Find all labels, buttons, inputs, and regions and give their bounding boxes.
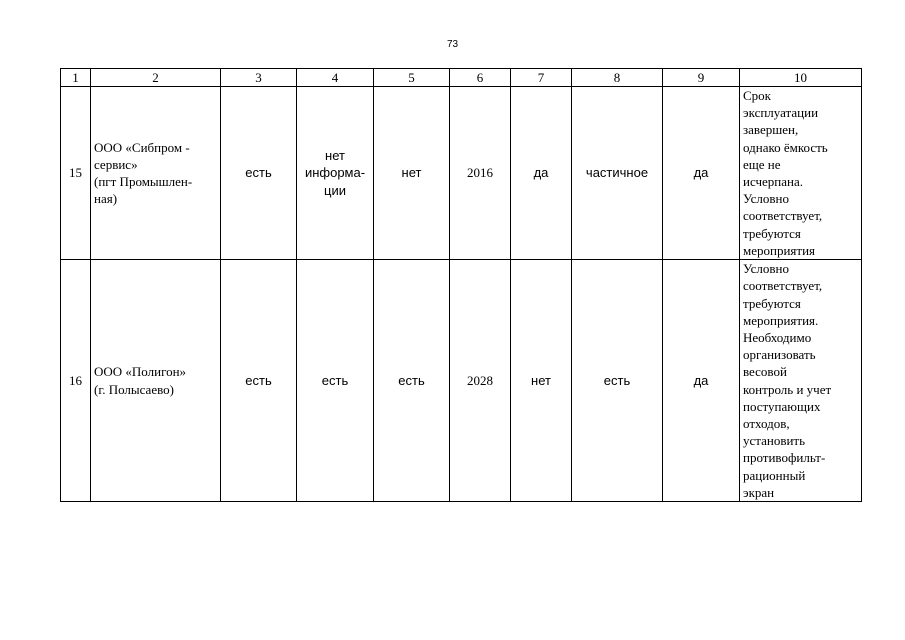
table-row	[61, 87, 862, 260]
cell-col8: есть	[572, 260, 663, 502]
cell-col7: нет	[511, 260, 572, 502]
cell-note: Условно соответствует, требуются мероприятия. Необходимо организовать весовой контроль и учет поступающих отходов, установить противофильт- рационный экран	[740, 260, 862, 502]
column-header: 2	[91, 69, 221, 87]
cell-col4: есть	[297, 260, 374, 502]
row-number: 16	[61, 260, 91, 502]
cell-col8: частичное	[572, 87, 663, 260]
column-header: 7	[511, 69, 572, 87]
organization-name: ООО «Полигон» (г. Полысаево)	[91, 260, 221, 502]
cell-col7: да	[511, 87, 572, 260]
cell-col3: есть	[221, 260, 297, 502]
cell-col3: есть	[221, 87, 297, 260]
column-header: 1	[61, 69, 91, 87]
cell-col5: нет	[374, 87, 450, 260]
row-number: 15	[61, 87, 91, 260]
cell-col9: да	[663, 260, 740, 502]
table-header-row	[61, 69, 862, 87]
cell-col5: есть	[374, 260, 450, 502]
cell-year: 2016	[450, 87, 511, 260]
table-row	[61, 260, 862, 502]
column-header: 4	[297, 69, 374, 87]
organization-name: ООО «Сибпром - сервис» (пгт Промышлен- ная)	[91, 87, 221, 260]
column-header: 6	[450, 69, 511, 87]
cell-col4: нет информа- ции	[297, 87, 374, 260]
cell-year: 2028	[450, 260, 511, 502]
column-header: 8	[572, 69, 663, 87]
column-header: 5	[374, 69, 450, 87]
data-table	[60, 68, 862, 502]
page-number: 73	[446, 39, 459, 50]
cell-note: Срок эксплуатации завершен, однако ёмкость еще не исчерпана. Условно соответствует, требуются мероприятия	[740, 87, 862, 260]
cell-col9: да	[663, 87, 740, 260]
column-header: 3	[221, 69, 297, 87]
column-header: 10	[740, 69, 862, 87]
column-header: 9	[663, 69, 740, 87]
